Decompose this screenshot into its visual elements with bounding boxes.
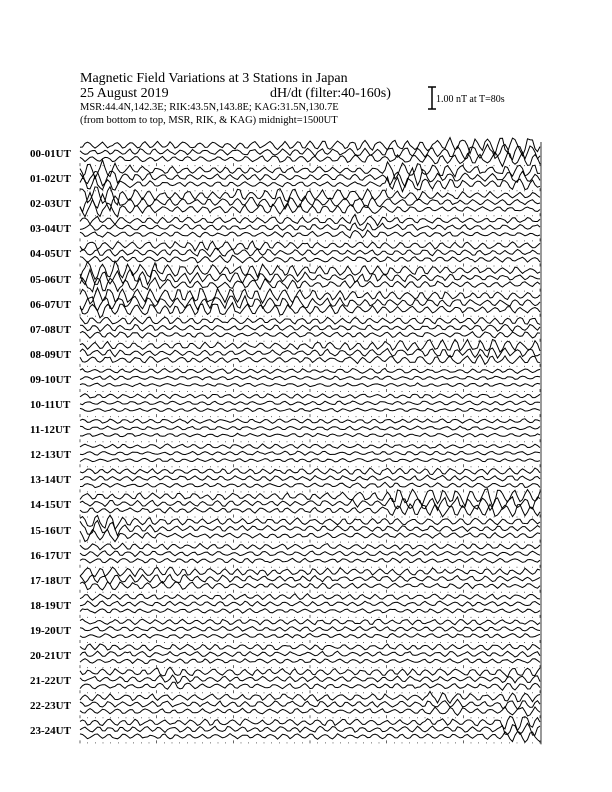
- station-coordinates: MSR:44.4N,142.3E; RIK:43.5N,143.8E; KAG:31.5N,130.7E: [80, 102, 339, 113]
- trace-MSR-10-11UT: [80, 408, 540, 412]
- row-23-24UT: [80, 716, 540, 743]
- hour-label-09-10UT: 09-10UT: [30, 373, 71, 386]
- trace-KAG-21-22UT: [80, 667, 540, 677]
- time-ticks-09-10UT: [80, 389, 540, 392]
- chart-title: Magnetic Field Variations at 3 Stations in Japan: [80, 71, 348, 86]
- time-ticks-23-24UT: [80, 740, 540, 743]
- trace-RIK-07-08UT: [80, 324, 540, 331]
- hour-label-14-15UT: 14-15UT: [30, 499, 71, 512]
- hour-label-22-23UT: 22-23UT: [30, 700, 71, 713]
- row-21-22UT: [80, 667, 540, 693]
- trace-KAG-04-05UT: [80, 241, 540, 251]
- row-08-09UT: [80, 340, 540, 367]
- hour-label-02-03UT: 02-03UT: [30, 198, 71, 211]
- hour-label-05-06UT: 05-06UT: [30, 273, 71, 286]
- trace-MSR-04-05UT: [80, 255, 540, 263]
- time-ticks-06-07UT: [80, 314, 540, 317]
- trace-KAG-10-11UT: [80, 394, 540, 399]
- trace-RIK-18-19UT: [80, 601, 540, 607]
- hour-label-04-05UT: 04-05UT: [30, 248, 71, 261]
- trace-KAG-18-19UT: [80, 594, 540, 601]
- time-ticks-02-03UT: [80, 213, 540, 216]
- trace-MSR-19-20UT: [80, 634, 540, 639]
- row-06-07UT: [80, 288, 540, 318]
- trace-RIK-10-11UT: [80, 401, 540, 405]
- hour-label-16-17UT: 16-17UT: [30, 549, 71, 562]
- trace-RIK-21-22UT: [80, 675, 540, 683]
- row-14-15UT: [80, 489, 540, 518]
- trace-KAG-11-12UT: [80, 419, 540, 424]
- trace-MSR-16-17UT: [80, 558, 540, 563]
- hour-label-13-14UT: 13-14UT: [30, 474, 71, 487]
- trace-RIK-03-04UT: [80, 223, 540, 231]
- trace-KAG-13-14UT: [80, 468, 540, 475]
- trace-MSR-07-08UT: [80, 332, 540, 339]
- trace-RIK-20-21UT: [80, 651, 540, 657]
- time-ticks-18-19UT: [80, 615, 540, 618]
- trace-KAG-16-17UT: [80, 543, 540, 550]
- hour-label-11-12UT: 11-12UT: [30, 424, 71, 437]
- time-ticks-15-16UT: [80, 540, 540, 543]
- chart-quantity: dH/dt (filter:40-160s): [270, 86, 391, 101]
- trace-MSR-22-23UT: [80, 707, 540, 716]
- row-20-21UT: [80, 644, 540, 668]
- hour-label-06-07UT: 06-07UT: [30, 298, 71, 311]
- row-12-13UT: [80, 444, 540, 467]
- trace-KAG-19-20UT: [80, 619, 540, 625]
- time-ticks-12-13UT: [80, 464, 540, 467]
- trace-KAG-12-13UT: [80, 444, 540, 449]
- hour-label-10-11UT: 10-11UT: [30, 399, 71, 411]
- trace-KAG-00-01UT: [80, 138, 540, 156]
- trace-RIK-12-13UT: [80, 451, 540, 455]
- chart-date: 25 August 2019: [80, 86, 169, 101]
- station-order-note: (from bottom to top, MSR, RIK, & KAG) midnight=1500UT: [80, 114, 338, 126]
- trace-RIK-11-12UT: [80, 426, 540, 430]
- trace-MSR-20-21UT: [80, 659, 540, 664]
- scale-bar-label: 1.00 nT at T=80s: [436, 94, 505, 105]
- time-ticks-03-04UT: [80, 238, 540, 241]
- hour-label-18-19UT: 18-19UT: [30, 599, 71, 612]
- time-ticks-22-23UT: [80, 715, 540, 718]
- row-04-05UT: [80, 241, 540, 267]
- row-16-17UT: [80, 543, 540, 568]
- trace-KAG-09-10UT: [80, 368, 540, 373]
- hour-label-03-04UT: 03-04UT: [30, 223, 71, 236]
- row-07-08UT: [80, 317, 540, 342]
- row-00-01UT: [80, 138, 540, 167]
- hour-label-01-02UT: 01-02UT: [30, 173, 71, 186]
- trace-RIK-13-14UT: [80, 475, 540, 481]
- trace-RIK-04-05UT: [80, 248, 540, 256]
- time-ticks-04-05UT: [80, 264, 540, 267]
- trace-MSR-03-04UT: [80, 230, 540, 238]
- trace-RIK-17-18UT: [80, 574, 540, 584]
- time-ticks-17-18UT: [80, 590, 540, 593]
- row-13-14UT: [80, 468, 540, 493]
- hour-label-15-16UT: 15-16UT: [30, 524, 71, 537]
- time-ticks-16-17UT: [80, 565, 540, 568]
- time-ticks-14-15UT: [80, 515, 540, 518]
- row-22-23UT: [80, 691, 540, 718]
- time-ticks-20-21UT: [80, 665, 540, 668]
- hour-label-08-09UT: 08-09UT: [30, 348, 71, 361]
- hour-label-20-21UT: 20-21UT: [30, 650, 71, 662]
- time-ticks-19-20UT: [80, 640, 540, 643]
- time-ticks-07-08UT: [80, 339, 540, 342]
- trace-RIK-19-20UT: [80, 627, 540, 632]
- trace-KAG-17-18UT: [80, 567, 540, 577]
- time-ticks-10-11UT: [80, 414, 540, 417]
- trace-RIK-16-17UT: [80, 551, 540, 557]
- trace-MSR-08-09UT: [80, 355, 540, 365]
- trace-MSR-17-18UT: [80, 582, 540, 590]
- hour-label-19-20UT: 19-20UT: [30, 624, 71, 637]
- row-18-19UT: [80, 594, 540, 618]
- time-ticks-21-22UT: [80, 690, 540, 693]
- trace-RIK-22-23UT: [80, 699, 540, 709]
- row-11-12UT: [80, 419, 540, 442]
- trace-MSR-21-22UT: [80, 682, 540, 690]
- trace-KAG-20-21UT: [80, 644, 540, 651]
- hour-label-12-13UT: 12-13UT: [30, 449, 71, 462]
- time-ticks-08-09UT: [80, 364, 540, 367]
- row-03-04UT: [80, 214, 540, 241]
- time-ticks-00-01UT: [80, 163, 540, 166]
- row-19-20UT: [80, 619, 540, 643]
- trace-RIK-08-09UT: [80, 348, 540, 358]
- trace-RIK-09-10UT: [80, 376, 540, 380]
- trace-MSR-18-19UT: [80, 609, 540, 614]
- trace-KAG-07-08UT: [80, 317, 540, 324]
- row-09-10UT: [80, 368, 540, 392]
- time-ticks-11-12UT: [80, 439, 540, 442]
- row-02-03UT: [80, 187, 540, 217]
- trace-MSR-09-10UT: [80, 383, 540, 387]
- row-10-11UT: [80, 394, 540, 417]
- hour-label-17-18UT: 17-18UT: [30, 574, 71, 587]
- hour-label-07-08UT: 07-08UT: [30, 323, 71, 336]
- hour-label-00-01UT: 00-01UT: [30, 148, 71, 160]
- trace-MSR-13-14UT: [80, 482, 540, 488]
- trace-MSR-11-12UT: [80, 433, 540, 437]
- trace-KAG-01-02UT: [80, 160, 540, 179]
- row-15-16UT: [80, 515, 540, 542]
- row-17-18UT: [80, 567, 540, 593]
- hour-label-21-22UT: 21-22UT: [30, 675, 71, 688]
- trace-MSR-12-13UT: [80, 458, 540, 462]
- hour-label-23-24UT: 23-24UT: [30, 725, 71, 738]
